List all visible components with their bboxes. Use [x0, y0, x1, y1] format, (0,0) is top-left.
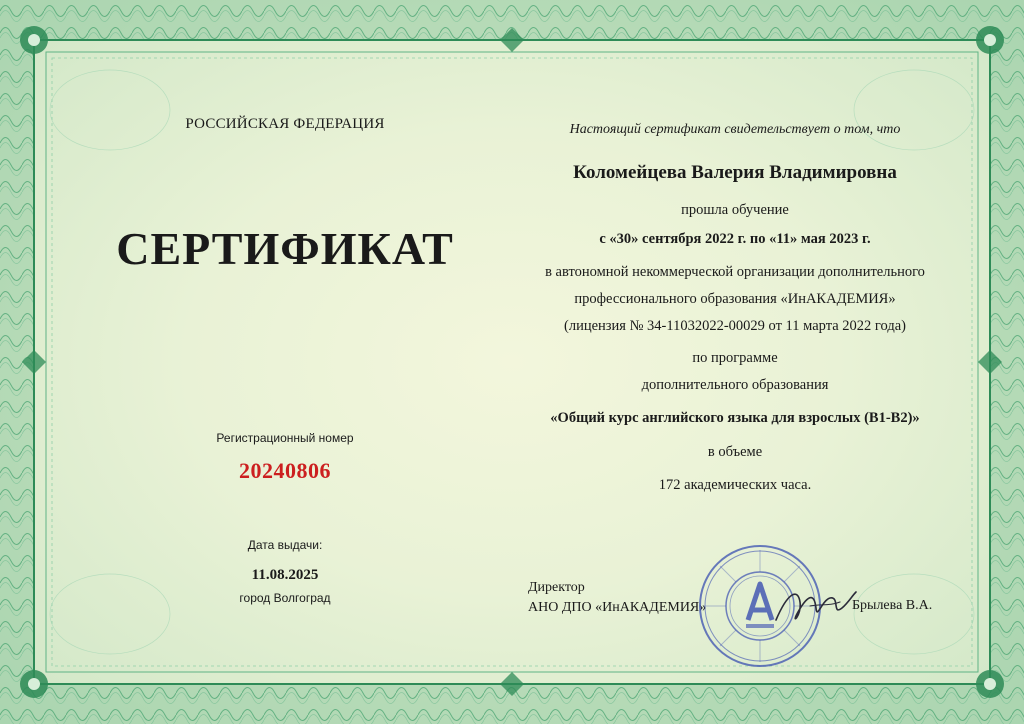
recipient-name: Коломейцева Валерия Владимировна	[573, 162, 897, 183]
program-type: дополнительного образования	[641, 377, 829, 393]
program-name: «Общий курс английского языка для взрослых (B1-B2)»	[550, 410, 920, 426]
volume-label: в объеме	[707, 444, 763, 460]
issue-date: 11.08.2025	[251, 567, 319, 583]
intro-text: Настоящий сертификат свидетельствует о том, что	[569, 122, 901, 137]
program-label: по программе	[692, 350, 778, 366]
director-block	[528, 578, 706, 618]
director-name: Брылева В.А.	[852, 598, 933, 613]
training-period: с «30» сентября 2022 г. по «11» мая 2023 г.	[599, 231, 871, 247]
country-heading: РОССИЙСКАЯ ФЕДЕРАЦИЯ	[185, 116, 385, 132]
director-signature	[770, 582, 860, 632]
director-organization: АНО ДПО «ИнАКАДЕМИЯ»	[528, 600, 707, 615]
issue-city: город Волгоград	[239, 591, 331, 605]
registration-number: 20240806	[239, 458, 331, 483]
issue-date-label: Дата выдачи:	[247, 538, 323, 552]
license-text: (лицензия № 34-11032022-00029 от 11 марта 2022 года)	[564, 318, 906, 334]
hours-text: 172 академических часа.	[658, 477, 812, 493]
organization-line-1: в автономной некоммерческой организации дополнительного	[545, 264, 925, 280]
registration-label: Регистрационный номер	[216, 431, 354, 445]
passed-text: прошла обучение	[681, 202, 789, 218]
director-title: Директор	[528, 580, 585, 595]
organization-line-2: профессионального образования «ИнАКАДЕМИЯ»	[574, 291, 896, 307]
certificate-title: СЕРТИФИКАТ	[116, 223, 454, 274]
